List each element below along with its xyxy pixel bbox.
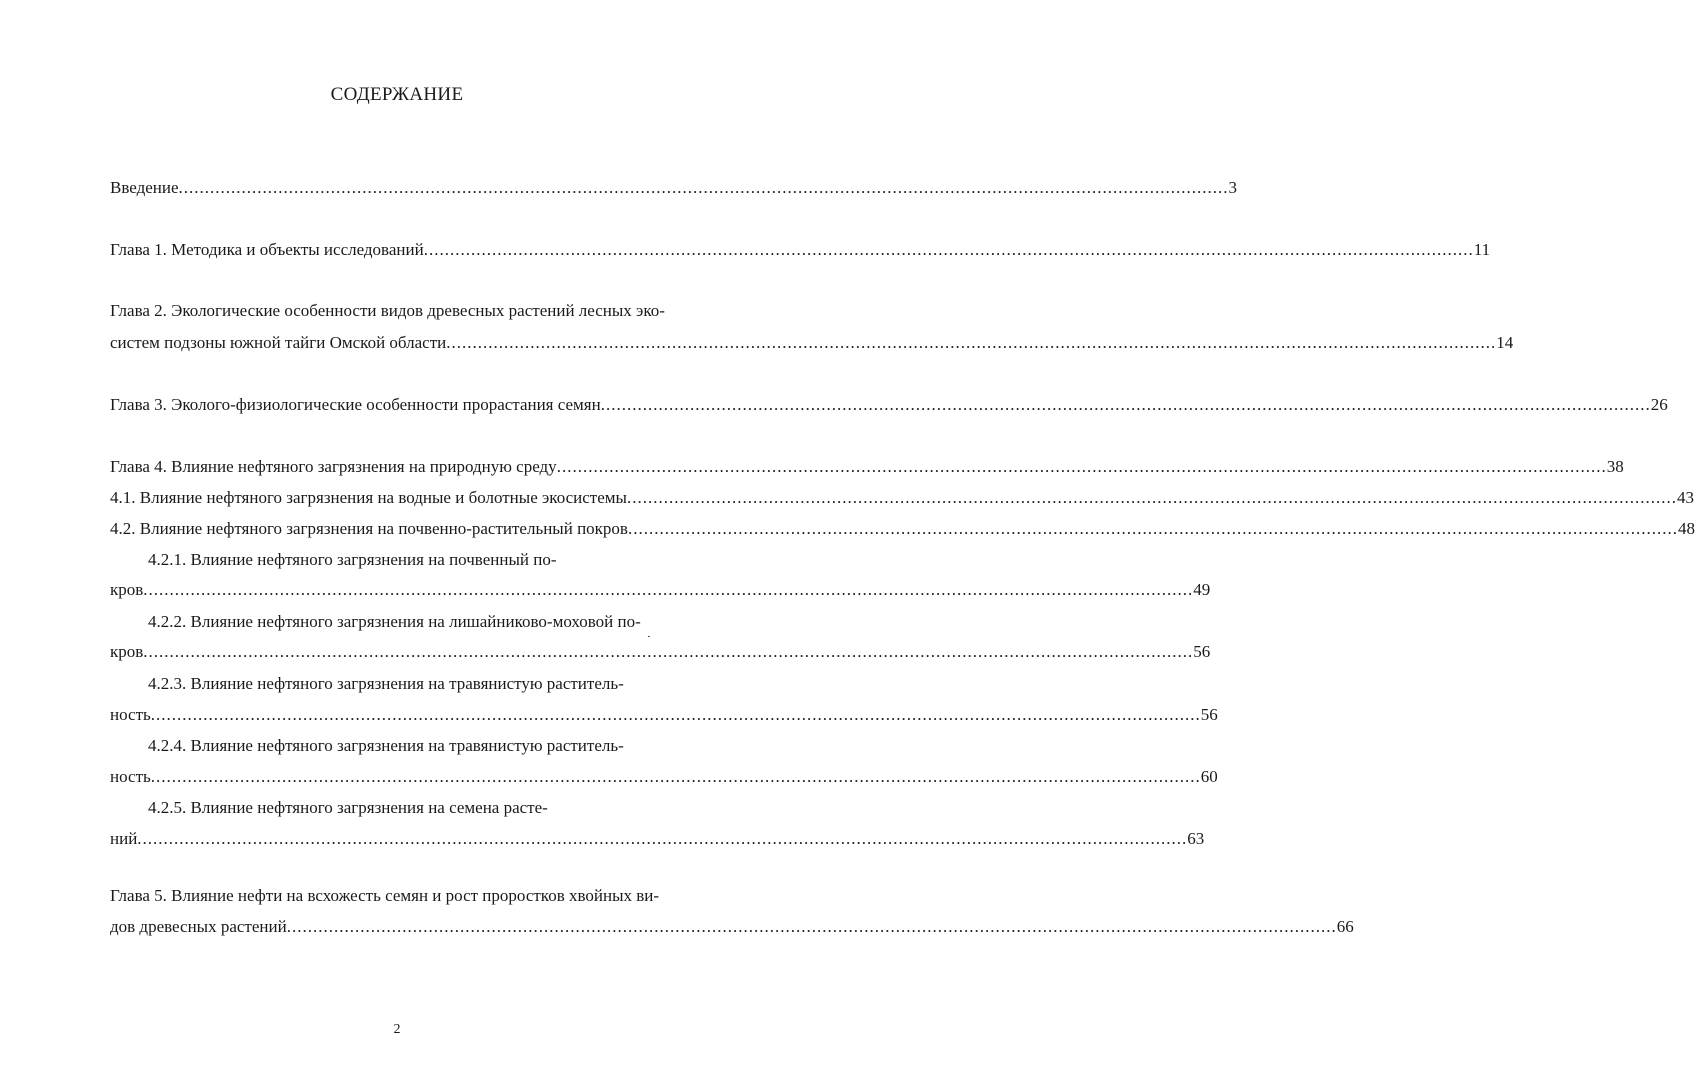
scan-speck [648,636,650,637]
toc-leader-dots: ........................................................................................................................................................................................................ [143,580,1194,599]
toc-entry-text: ность [110,705,151,724]
toc-entry-section-4-2-4-line1: 4.2.4. Влияние нефтяного загрязнения на травянистую раститель- [148,736,624,755]
toc-page-number: 14 [1496,333,1514,352]
toc-page-number: 11 [1473,240,1491,259]
toc-entry-section-4-2 [110,517,1695,541]
toc-entry-section-4-2-1 [110,578,1211,602]
toc-page-number: 43 [1676,488,1694,507]
toc-entry-text: кров [110,642,144,661]
toc-entry-text: Глава 1. Методика и объекты исследований [110,240,424,259]
toc-leader-dots: ........................................................................................................................................................................................................ [137,829,1188,848]
toc-entry-section-4-2-5-line1: 4.2.5. Влияние нефтяного загрязнения на семена расте- [148,798,548,817]
toc-leader-dots: ........................................................................................................................................................................................................ [626,488,1677,507]
toc-entry-section-4-2-1-line1: 4.2.1. Влияние нефтяного загрязнения на почвенный по- [148,550,557,569]
toc-entry-chapter-4 [110,455,1624,479]
toc-page-number: 48 [1677,519,1695,538]
toc-entry-text: систем подзоны южной тайги Омской области [110,333,447,352]
toc-entry-chapter-5-line1: Глава 5. Влияние нефти на всхожесть семян и рост проростков хвойных ви- [110,886,660,905]
toc-entry-section-4-2-3 [110,703,1218,727]
toc-leader-dots: ........................................................................................................................................................................................................ [178,178,1229,197]
toc-page-number: 60 [1200,767,1218,786]
page-number: 2 [393,1022,401,1037]
toc-entry-text: 4.2. Влияние нефтяного загрязнения на почвенно-растительный покров [110,519,628,538]
toc-leader-dots: ........................................................................................................................................................................................................ [423,240,1474,259]
toc-entry-intro [110,176,1238,200]
toc-page-number: 56 [1193,642,1211,661]
toc-entry-text: ность [110,767,151,786]
toc-leader-dots: ........................................................................................................................................................................................................ [627,519,1678,538]
toc-entry-text: Глава 4. Влияние нефтяного загрязнения на природную среду [110,457,557,476]
toc-page-number: 63 [1187,829,1205,848]
toc-entry-text: ний [110,829,138,848]
toc-entry-section-4-2-2 [110,640,1211,664]
toc-leader-dots: ........................................................................................................................................................................................................ [600,395,1651,414]
toc-entry-section-4-2-2-line1: 4.2.2. Влияние нефтяного загрязнения на лишайниково-моховой по- [148,612,641,631]
toc-leader-dots: ........................................................................................................................................................................................................ [556,457,1607,476]
toc-entry-chapter-1 [110,238,1491,262]
toc-entry-text: дов древесных растений [110,917,287,936]
toc-entry-section-4-2-5 [110,827,1205,851]
toc-page-number: 26 [1650,395,1668,414]
toc-entry-chapter-3 [110,393,1668,417]
toc-page-number: 49 [1193,580,1211,599]
toc-page-number: 56 [1200,705,1218,724]
toc-leader-dots: ........................................................................................................................................................................................................ [143,642,1194,661]
toc-entry-chapter-2-line1: Глава 2. Экологические особенности видов древесных растений лесных эко- [110,301,665,320]
toc-entry-section-4-2-3-line1: 4.2.3. Влияние нефтяного загрязнения на травянистую раститель- [148,674,624,693]
toc-entry-text: Глава 3. Эколого-физиологические особенности прорастания семян [110,395,601,414]
toc-leader-dots: ........................................................................................................................................................................................................ [286,917,1337,936]
toc-entry-chapter-2 [110,331,1514,355]
toc-leader-dots: ........................................................................................................................................................................................................ [150,767,1201,786]
toc-page-number: 66 [1336,917,1354,936]
toc-entry-section-4-1 [110,486,1694,510]
toc-entry-text: 4.1. Влияние нефтяного загрязнения на водные и болотные экосистемы [110,488,627,507]
toc-page-number: 3 [1228,178,1238,197]
toc-entry-text: кров [110,580,144,599]
toc-leader-dots: ........................................................................................................................................................................................................ [150,705,1201,724]
toc-leader-dots: ........................................................................................................................................................................................................ [446,333,1497,352]
page-title: СОДЕРЖАНИЕ [330,84,464,105]
toc-entry-chapter-5 [110,915,1354,939]
toc-page-number: 38 [1606,457,1624,476]
toc-entry-text: Введение [110,178,179,197]
toc-entry-section-4-2-4 [110,765,1218,789]
